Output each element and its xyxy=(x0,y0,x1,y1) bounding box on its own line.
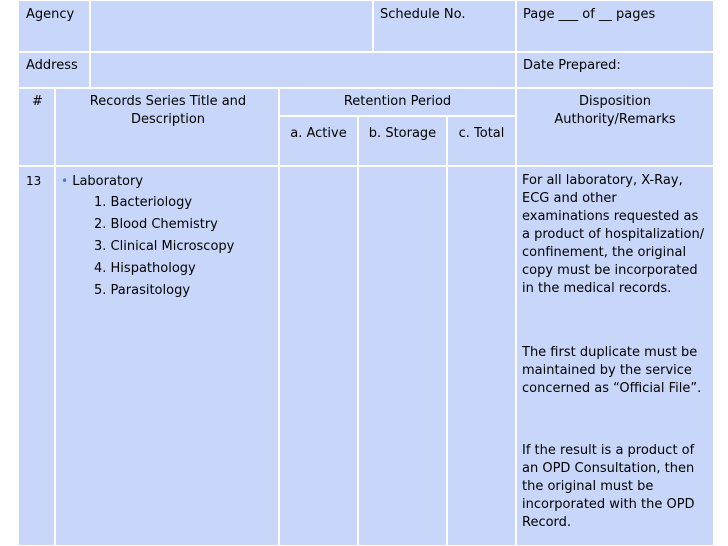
page-label-cell xyxy=(516,0,714,52)
address-label-cell xyxy=(18,52,90,88)
row-total-cell xyxy=(447,166,516,546)
disposition-header: Disposition Authority/Remarks xyxy=(554,94,676,127)
title-header: Records Series Title and Description xyxy=(89,94,247,127)
remark-paragraph: The first duplicate must be maintained by the service concerned as “Official File”. xyxy=(522,345,702,396)
series-item: 4. Hispathology xyxy=(94,261,196,276)
num-header: # xyxy=(32,94,43,109)
schedule-label-cell xyxy=(373,0,516,52)
row-num-cell xyxy=(18,166,55,546)
address-label: Address xyxy=(26,58,78,73)
agency-label: Agency xyxy=(26,7,75,22)
agency-label-cell xyxy=(18,0,90,52)
page-label: Page ___ of __ pages xyxy=(523,7,656,22)
row-title-cell xyxy=(55,166,279,546)
date-label-cell xyxy=(516,52,714,88)
disposition-header-cell xyxy=(516,88,714,166)
row-num: 13 xyxy=(26,174,42,188)
storage-header-cell xyxy=(358,116,447,166)
num-header-cell xyxy=(18,88,55,166)
storage-header: b. Storage xyxy=(368,126,437,141)
row-storage-cell xyxy=(358,166,447,546)
series-title xyxy=(61,172,143,191)
retention-header-cell xyxy=(279,88,516,116)
series-item: 2. Blood Chemistry xyxy=(94,217,218,232)
series-name: Laboratory xyxy=(72,174,144,189)
schedule-label: Schedule No. xyxy=(380,7,466,22)
remark-paragraph: If the result is a product of an OPD Consultation, then the original must be incorporated with the OPD Record. xyxy=(522,443,695,530)
row-remarks-cell xyxy=(516,166,714,546)
date-label: Date Prepared: xyxy=(523,58,621,73)
row-active-cell xyxy=(279,166,358,546)
total-header: c. Total xyxy=(458,126,505,141)
active-header-cell xyxy=(279,116,358,166)
bullet-icon: • xyxy=(61,174,69,188)
series-item: 3. Clinical Microscopy xyxy=(94,239,235,254)
series-item-list xyxy=(94,194,234,304)
series-item: 5. Parasitology xyxy=(94,283,191,298)
retention-header: Retention Period xyxy=(343,94,452,109)
agency-value-cell xyxy=(90,0,373,52)
address-value-cell xyxy=(90,52,516,88)
records-disposition-form xyxy=(18,0,714,546)
title-header-cell xyxy=(55,88,279,166)
active-header: a. Active xyxy=(290,126,347,141)
total-header-cell xyxy=(447,116,516,166)
remark-paragraph: For all laboratory, X-Ray, ECG and other examinations requested as a product of hospitalization/ confinement, the original copy must be incorporated in the medical records. xyxy=(522,173,705,296)
series-item: 1. Bacteriology xyxy=(94,195,193,210)
